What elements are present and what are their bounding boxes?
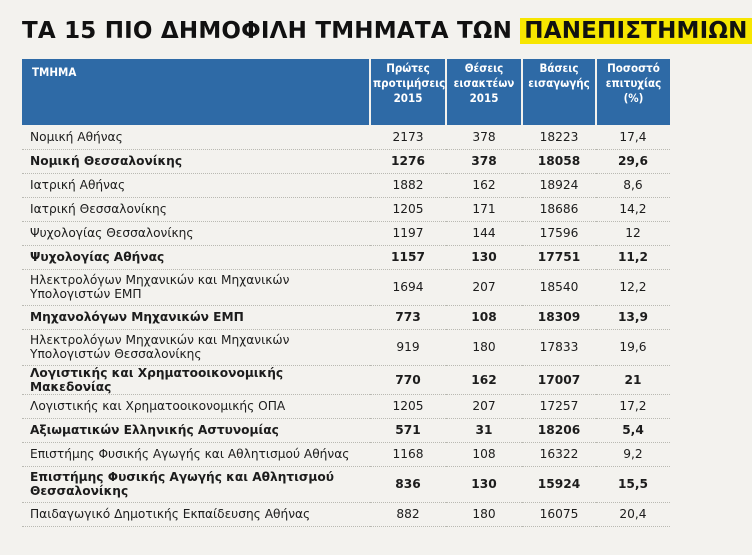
cell-base: 18206: [522, 418, 596, 442]
cell-base: 17751: [522, 245, 596, 269]
table-row: [22, 125, 670, 149]
table-row: [22, 329, 670, 365]
departments-table: [22, 59, 670, 527]
cell-first-choices: 1276: [370, 149, 446, 173]
table-row: [22, 394, 670, 418]
cell-department: Αξιωματικών Ελληνικής Αστυνομίας: [22, 418, 370, 442]
cell-first-choices: 1882: [370, 173, 446, 197]
cell-success-rate: 20,4: [596, 502, 670, 526]
page-title: [22, 18, 752, 44]
cell-department: Λογιστικής και Χρηματοοικονομικής Μακεδονίας: [22, 365, 370, 394]
cell-success-rate: 19,6: [596, 329, 670, 365]
cell-seats: 162: [446, 365, 522, 394]
cell-base: 17007: [522, 365, 596, 394]
cell-department: Ψυχολογίας Αθήνας: [22, 245, 370, 269]
cell-department: Ηλεκτρολόγων Μηχανικών και Μηχανικών Υπολογιστών Θεσσαλονίκης: [22, 329, 370, 365]
cell-department: Ψυχολογίας Θεσσαλονίκης: [22, 221, 370, 245]
cell-base: 16322: [522, 442, 596, 466]
cell-success-rate: 12,2: [596, 269, 670, 305]
cell-first-choices: 1197: [370, 221, 446, 245]
cell-seats: 378: [446, 125, 522, 149]
cell-success-rate: 15,5: [596, 466, 670, 502]
cell-seats: 207: [446, 269, 522, 305]
cell-success-rate: 21: [596, 365, 670, 394]
cell-base: 17257: [522, 394, 596, 418]
cell-success-rate: 12: [596, 221, 670, 245]
table-row: [22, 466, 670, 502]
table-row: [22, 173, 670, 197]
table-row: [22, 305, 670, 329]
table-row: [22, 442, 670, 466]
table-header: [22, 59, 670, 125]
cell-success-rate: 17,4: [596, 125, 670, 149]
cell-first-choices: 773: [370, 305, 446, 329]
cell-success-rate: 9,2: [596, 442, 670, 466]
cell-first-choices: 770: [370, 365, 446, 394]
cell-base: 18223: [522, 125, 596, 149]
header-base: Βάσεις εισαγωγής: [522, 59, 596, 125]
cell-first-choices: 1157: [370, 245, 446, 269]
cell-first-choices: 2173: [370, 125, 446, 149]
cell-department: Επιστήμης Φυσικής Αγωγής και Αθλητισμού Αθήνας: [22, 442, 370, 466]
cell-department: Νομική Θεσσαλονίκης: [22, 149, 370, 173]
table-row: [22, 269, 670, 305]
cell-base: 15924: [522, 466, 596, 502]
cell-base: 17833: [522, 329, 596, 365]
cell-department: Λογιστικής και Χρηματοοικονομικής ΟΠΑ: [22, 394, 370, 418]
cell-department: Ηλεκτρολόγων Μηχανικών και Μηχανικών Υπολογιστών ΕΜΠ: [22, 269, 370, 305]
cell-first-choices: 1205: [370, 394, 446, 418]
table-row: [22, 418, 670, 442]
cell-seats: 108: [446, 305, 522, 329]
cell-seats: 171: [446, 197, 522, 221]
header-first-choices: Πρώτες προτιμήσεις 2015: [370, 59, 446, 125]
cell-success-rate: 14,2: [596, 197, 670, 221]
table-row: [22, 245, 670, 269]
cell-first-choices: 882: [370, 502, 446, 526]
cell-seats: 207: [446, 394, 522, 418]
cell-first-choices: 1694: [370, 269, 446, 305]
cell-seats: 130: [446, 245, 522, 269]
cell-department: Νομική Αθήνας: [22, 125, 370, 149]
cell-seats: 180: [446, 502, 522, 526]
cell-base: 18309: [522, 305, 596, 329]
cell-first-choices: 919: [370, 329, 446, 365]
cell-first-choices: 571: [370, 418, 446, 442]
cell-department: Επιστήμης Φυσικής Αγωγής και Αθλητισμού Θεσσαλονίκης: [22, 466, 370, 502]
title-prefix: ΤΑ 15 ΠΙΟ ΔΗΜΟΦΙΛΗ ΤΜΗΜΑΤΑ ΤΩΝ: [22, 18, 521, 44]
cell-seats: 144: [446, 221, 522, 245]
header-success-rate: Ποσοστό επιτυχίας (%): [596, 59, 670, 125]
table-row: [22, 502, 670, 526]
cell-success-rate: 11,2: [596, 245, 670, 269]
cell-seats: 31: [446, 418, 522, 442]
cell-success-rate: 8,6: [596, 173, 670, 197]
table-row: [22, 365, 670, 394]
cell-success-rate: 5,4: [596, 418, 670, 442]
title-highlight: ΠΑΝΕΠΙΣΤΗΜΙΩΝ: [520, 18, 751, 44]
header-seats: Θέσεις εισακτέων 2015: [446, 59, 522, 125]
cell-department: Παιδαγωγικό Δημοτικής Εκπαίδευσης Αθήνας: [22, 502, 370, 526]
cell-department: Ιατρική Θεσσαλονίκης: [22, 197, 370, 221]
table-row: [22, 197, 670, 221]
cell-base: 18540: [522, 269, 596, 305]
cell-base: 17596: [522, 221, 596, 245]
table-row: [22, 221, 670, 245]
cell-base: 18686: [522, 197, 596, 221]
cell-success-rate: 29,6: [596, 149, 670, 173]
cell-seats: 162: [446, 173, 522, 197]
cell-seats: 108: [446, 442, 522, 466]
header-department: ΤΜΗΜΑ: [22, 59, 370, 125]
cell-first-choices: 1205: [370, 197, 446, 221]
cell-seats: 130: [446, 466, 522, 502]
cell-seats: 180: [446, 329, 522, 365]
cell-success-rate: 13,9: [596, 305, 670, 329]
cell-first-choices: 836: [370, 466, 446, 502]
cell-base: 18924: [522, 173, 596, 197]
cell-first-choices: 1168: [370, 442, 446, 466]
cell-success-rate: 17,2: [596, 394, 670, 418]
table-row: [22, 149, 670, 173]
table-body: [22, 125, 670, 526]
cell-base: 16075: [522, 502, 596, 526]
cell-department: Μηχανολόγων Μηχανικών ΕΜΠ: [22, 305, 370, 329]
cell-department: Ιατρική Αθήνας: [22, 173, 370, 197]
cell-seats: 378: [446, 149, 522, 173]
cell-base: 18058: [522, 149, 596, 173]
